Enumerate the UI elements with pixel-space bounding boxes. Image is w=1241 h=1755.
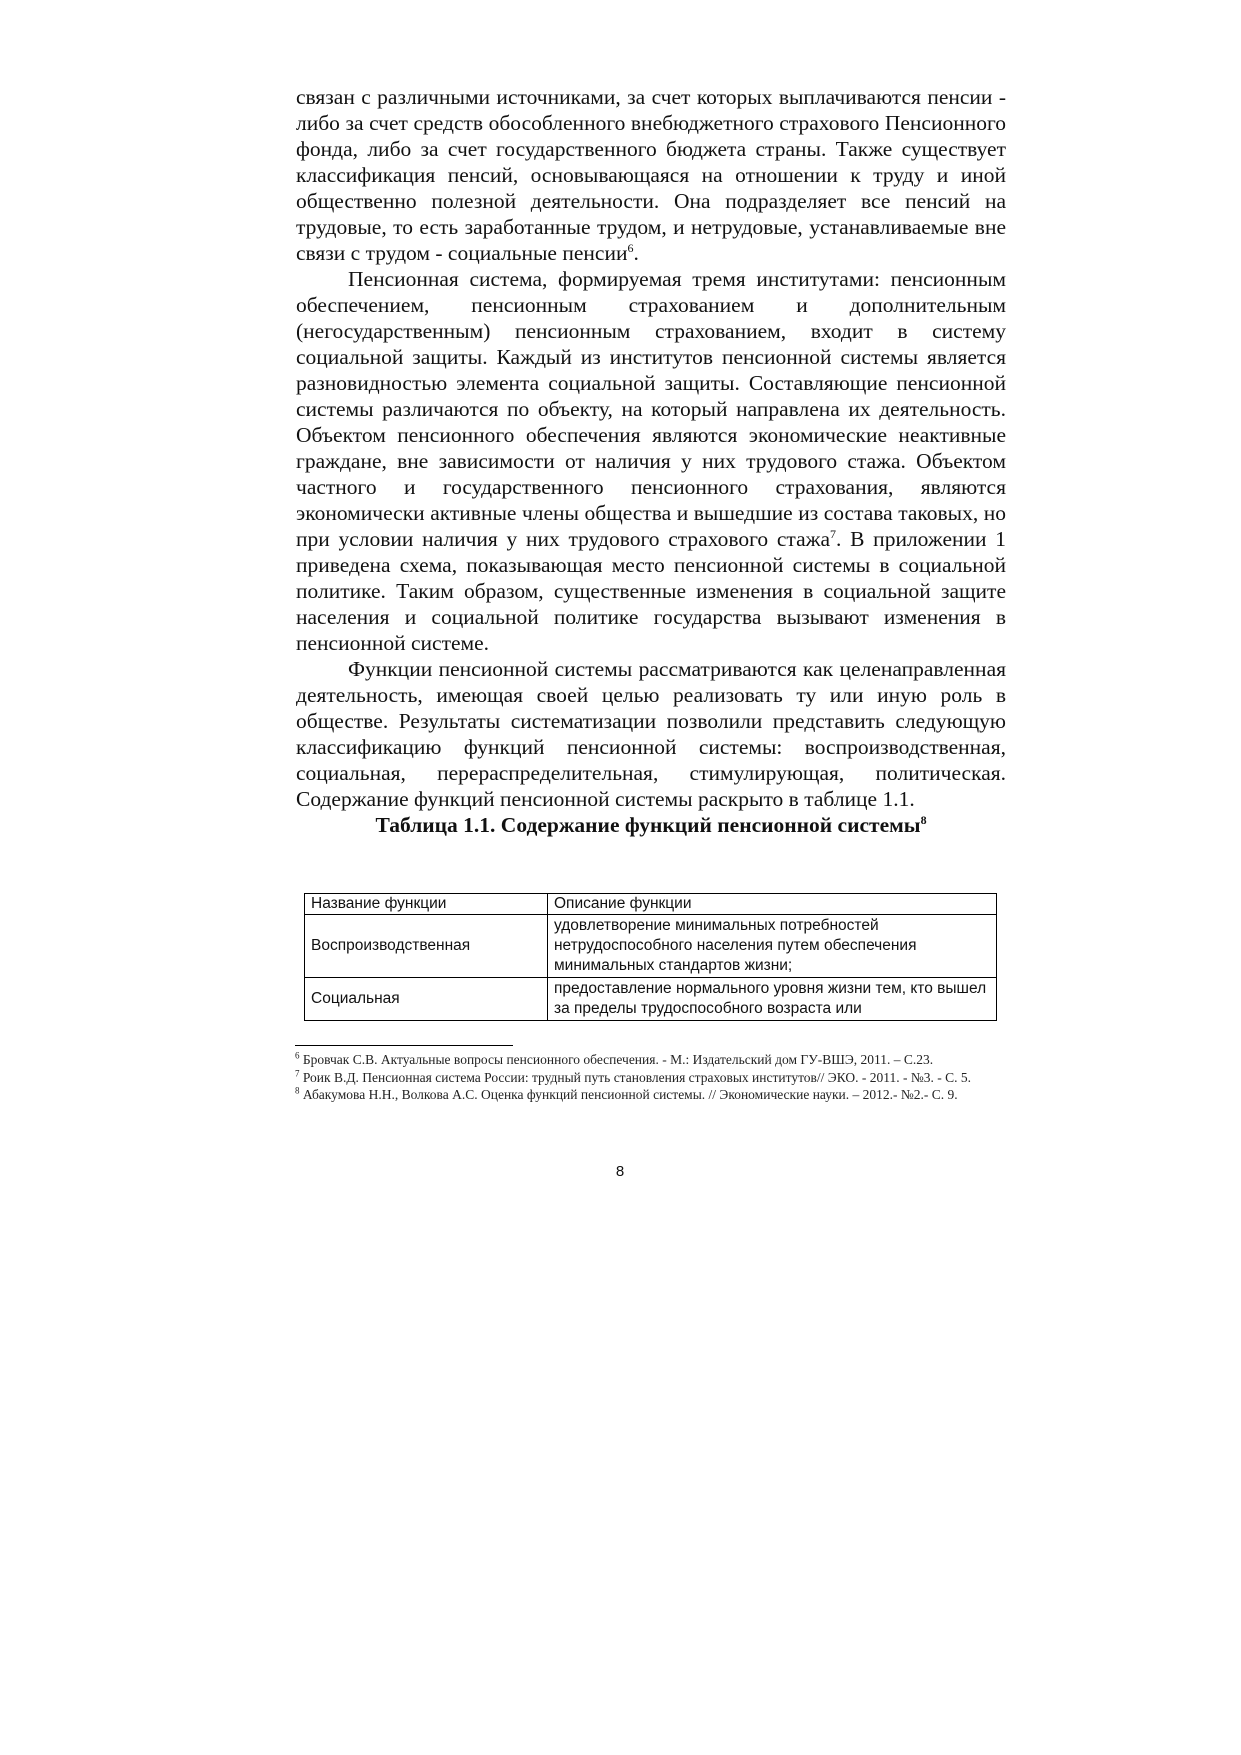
table-header-row — [305, 894, 997, 915]
function-name-cell: Социальная — [305, 978, 548, 1021]
functions-table — [304, 893, 997, 1021]
footnote-mark: 8 — [295, 1085, 300, 1096]
table-row — [305, 915, 997, 978]
footnote-text: Роик В.Д. Пенсионная система России: трудный путь становления страховых институтов// ЭКО. - 2011. - №3. - С. 5. — [302, 1069, 971, 1085]
footnotes — [295, 1050, 1007, 1106]
paragraph-text: связан с различными источниками, за счет которых выплачиваются пенсии - либо за счет средств обособленного внебюджетного страхового Пенсионного фонда, либо за счет государственного бюджета страны. Также существует классификация пенсий, основывающаяся на отношении к труду и иной общественно полезной деятельности. Она подразделяет все пенсий на трудовые, то есть заработанные трудом, и нетрудовые, устанавливаемые вне связи с трудом - социальные пенсии — [296, 85, 1006, 265]
footnote-item — [295, 1050, 1007, 1068]
body-text — [296, 84, 1006, 838]
footnote-item — [295, 1085, 1007, 1103]
paragraph-text: Функции пенсионной системы рассматриваются как целенаправленная деятельность, имеющая своей целью реализовать ту или иную роль в обществе. Результаты систематизации позволили представить следующую классификацию функций пенсионной системы: воспроизводственная, социальная, перераспределительная, стимулирующая, политическая. Содержание функций пенсионной системы раскрыто в таблице 1.1. — [296, 657, 1006, 811]
table-caption — [296, 812, 1006, 838]
footnote-mark: 6 — [295, 1050, 300, 1061]
footnote-ref: 6 — [627, 240, 634, 255]
column-header-name: Название функции — [305, 894, 548, 915]
paragraph-text-continued: . В приложении 1 приведена схема, показывающая место пенсионной системы в социальной политике. Таким образом, существенные изменения в социальной защите населения и социальной политике государства вызывают изменения в пенсионной системе. — [296, 527, 1006, 655]
table-caption-text: Таблица 1.1. Содержание функций пенсионной системы — [375, 813, 921, 837]
footnote-text: Абакумова Н.Н., Волкова А.С. Оценка функций пенсионной системы. // Экономические науки. – 2012.- №2.- С. 9. — [302, 1087, 958, 1102]
footnote-item — [295, 1068, 1007, 1086]
function-description-cell: предоставление нормального уровня жизни тем, кто вышел за пределы трудоспособного возраста или — [548, 978, 997, 1021]
paragraph-tail: . — [633, 241, 639, 265]
footnote-mark: 7 — [295, 1068, 300, 1078]
footnote-text: Бровчак С.В. Актуальные вопросы пенсионного обеспечения. - М.: Издательский дом ГУ-ВШЭ, 2011. – С.23. — [302, 1052, 934, 1067]
footnote-ref: 7 — [830, 526, 837, 541]
function-name-cell: Воспроизводственная — [305, 915, 548, 978]
page-number: 8 — [615, 1163, 625, 1180]
footnote-ref: 8 — [920, 812, 927, 827]
paragraph-pension-system — [296, 266, 1006, 656]
function-description-cell: удовлетворение минимальных потребностей нетрудоспособного населения путем обеспечения минимальных стандартов жизни; — [548, 915, 997, 978]
paragraph-text: Пенсионная система, формируемая тремя институтами: пенсионным обеспечением, пенсионным страхованием и дополнительным (негосударственным) пенсионным страхованием, входит в систему социальной защиты. Каждый из институтов пенсионной системы является разновидностью элемента социальной защиты. Составляющие пенсионной системы различаются по объекту, на который направлена их деятельность. Объектом пенсионного обеспечения являются экономические неактивные граждане, вне зависимости от наличия у них трудового стажа. Объектом частного и государственного пенсионного страхования, являются экономически активные члены общества и вышедшие из состава таковых, но при условии наличия у них трудового страхового стажа — [296, 267, 1006, 551]
paragraph-pension-sources — [296, 84, 1006, 266]
paragraph-pension-functions — [296, 656, 1006, 812]
table-row — [305, 978, 997, 1021]
column-header-description: Описание функции — [548, 894, 997, 915]
footnote-separator — [295, 1045, 513, 1046]
